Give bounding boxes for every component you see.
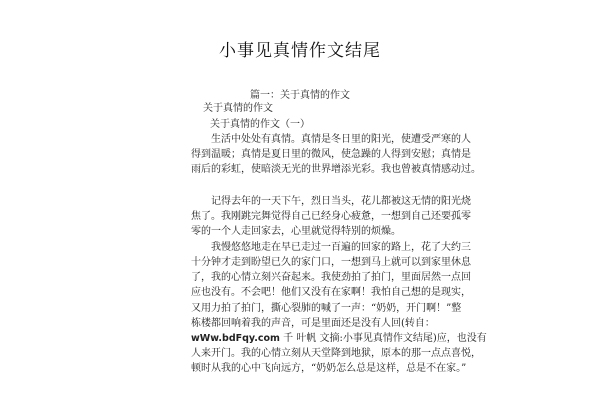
paragraph-3-line-6: 栋楼都回响着我的声音，可是里面还是没有人回(转自： (191, 318, 435, 329)
paragraph-3-line-7 (191, 333, 487, 345)
document-title: 小事见真情作文结尾 (219, 41, 381, 61)
paragraph-2-line-1: 记得去年的一天下午，烈日当头，花儿都被这无情的阳光烧 (211, 196, 471, 207)
paragraph-3-line-5: 又用力拍了拍门，撕心裂肺的喊了一声：“奶奶，开门啊！”整 (191, 303, 462, 314)
heading-1: 关于真情的作文 (203, 103, 273, 114)
paragraph-1-line-2: 得到温暖；真情是夏日里的微风，使急躁的人得到安慰；真情是 (191, 149, 471, 160)
source-attribution: 千 叶帆 文摘:小事见真情作文结尾)应，也没有 (279, 333, 487, 344)
paragraph-1-line-1: 生活中处处有真情。真情是冬日里的阳光，使遭受严寒的人 (211, 134, 471, 145)
paragraph-3-line-1: 我慢悠悠地走在早已走过一百遍的回家的路上，花了大约三 (211, 242, 471, 253)
paragraph-1-line-3: 雨后的彩虹，使暗淡无光的世界增添光彩。我也曾被真情感动过。 (191, 164, 481, 175)
paragraph-3-line-8: 人来开门。我的心情立刻从天堂降到地狱，原本的那一点点喜悦， (191, 348, 481, 359)
section-title: 篇一：关于真情的作文 (250, 90, 350, 101)
paragraph-3-line-2: 十分钟才走到盼望已久的家门口，一想到马上就可以到家里休息 (191, 257, 471, 268)
paragraph-2-line-3: 零的一个人走回家去，心里就觉得特别的烦燥。 (191, 226, 401, 237)
paragraph-3-line-9: 顿时从我的心中飞向远方，“奶奶怎么总是这样，总是不在家。” (191, 363, 467, 374)
paragraph-2-line-2: 焦了。我刚跳完舞觉得自己已经身心疲惫，一想到自己还要孤零 (191, 211, 471, 222)
paragraph-3-line-3: 了，我的心情立刻兴奋起来。我使劲拍了拍门，里面居然一点回 (191, 272, 471, 283)
paragraph-3-line-4: 应也没有。不会吧！他们又没有在家啊！我怕自己想的是现实， (191, 287, 471, 298)
heading-2: 关于真情的作文（一） (210, 119, 310, 130)
source-link[interactable]: wWw.bdFqy.com (191, 333, 280, 344)
